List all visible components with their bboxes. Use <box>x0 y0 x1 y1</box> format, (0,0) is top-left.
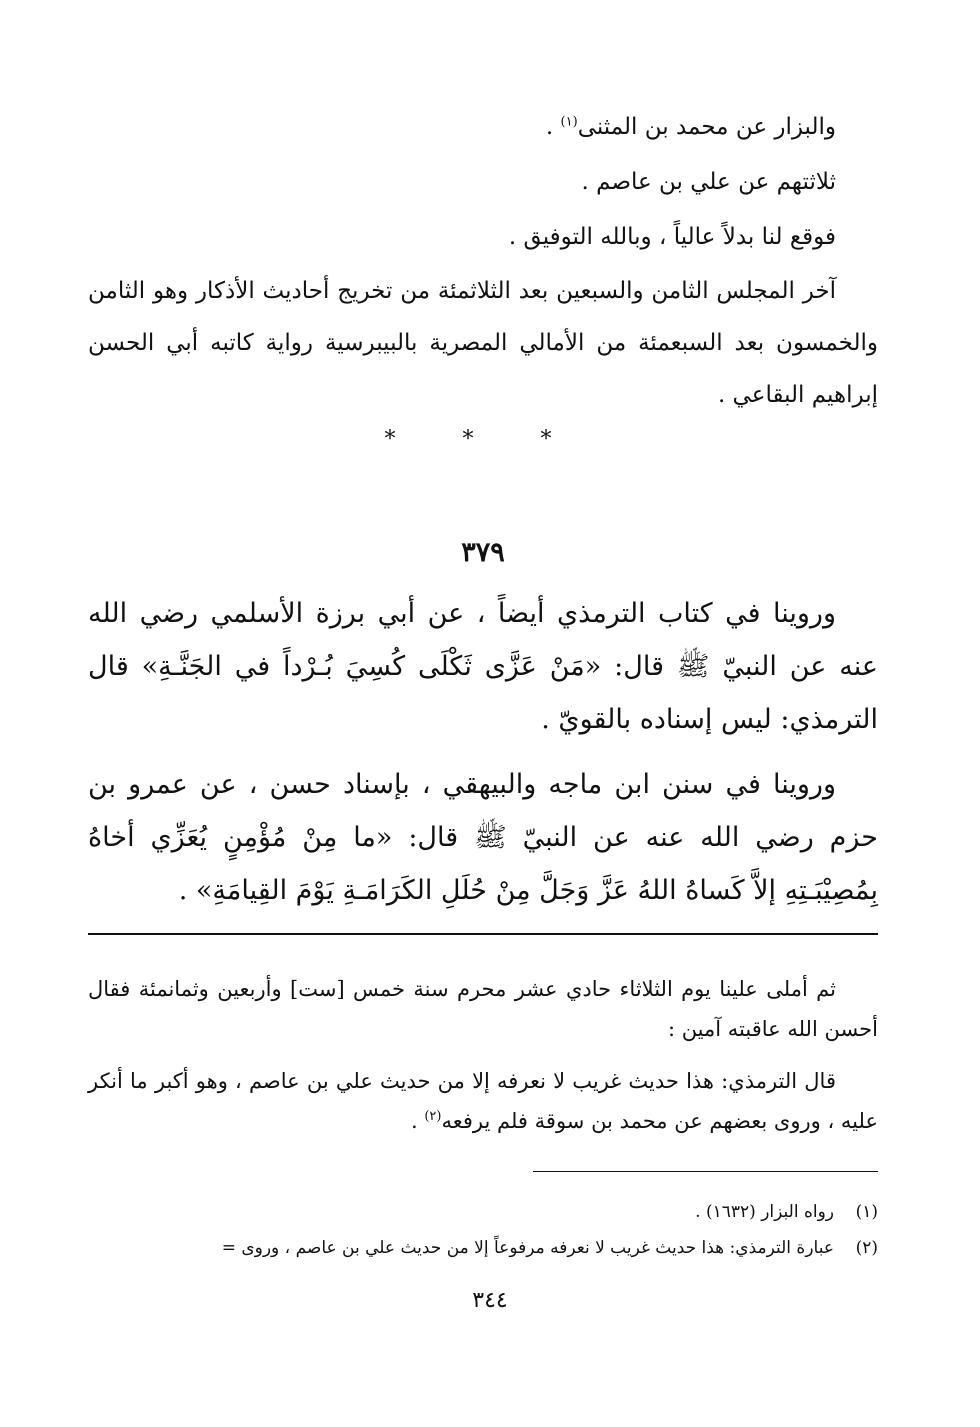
footnote-divider-wrap <box>88 1171 878 1172</box>
footnote-number: (١) <box>855 1202 878 1222</box>
footnote <box>88 1194 878 1230</box>
footnote-number: (٢) <box>855 1238 878 1258</box>
footnote <box>88 1230 878 1266</box>
commentary-end: . <box>410 1109 425 1133</box>
text-line-end: . <box>545 114 561 140</box>
text-line-content: والبزار عن محمد بن المثنى <box>577 114 836 140</box>
footnotes <box>88 1194 878 1266</box>
commentary-paragraph <box>88 1061 878 1141</box>
commentary-section <box>88 969 878 1141</box>
text-line: ثلاثتهم عن علي بن عاصم . <box>581 169 836 195</box>
commentary-paragraph: ثم أملى علينا يوم الثلاثاء حادي عشر محرم سنة خمس [ست] وأربعين وثمانمئة فقال أحسن الله عاقبته آمين : <box>88 977 878 1041</box>
footnote-ref[interactable]: (١) <box>560 114 578 130</box>
commentary-divider <box>88 933 878 935</box>
text-line: فوقع لنا بدلاً عالياً ، وبالله التوفيق . <box>508 224 836 250</box>
previous-session-ending <box>88 100 878 421</box>
commentary-text: قال الترمذي: هذا حديث غريب لا نعرفه إلا من حديث علي بن عاصم ، وهو أكبر ما أنكر عليه ، وروى بعضهم عن محمد بن سوقة فلم يرفعه <box>88 1069 878 1133</box>
hadith-paragraph: وروينا في كتاب الترمذي أيضاً ، عن أبي برزة الأسلمي رضي الله عنه عن النبيّ ﷺ قال: «مَنْ عَزَّى ثَكْلَى كُسِيَ بُـرْداً في الجَنَّـةِ» قال الترمذي: ليس إسناده بالقويّ . <box>88 598 878 735</box>
hadith-paragraph: وروينا في سنن ابن ماجه والبيهقي ، بإسناد حسن ، عن عمرو بن حزم رضي الله عنه عن النبيّ ﷺ قال: «ما مِنْ مُؤْمِنٍ يُعَزِّي أخاهُ بِمُصِيْبَـتِهِ إلاَّ كَساهُ اللهُ عَزَّ وَجَلَّ مِنْ حُلَلِ الكَرَامَـةِ يَوْمَ القِيامَةِ» . <box>88 769 878 906</box>
footnote-ref[interactable]: (٢) <box>424 1109 442 1124</box>
hadith-section <box>88 587 878 917</box>
footnote-text: عبارة الترمذي: هذا حديث غريب لا نعرفه مرفوعاً إلا من حديث علي بن عاصم ، وروى = <box>221 1238 834 1258</box>
footnote-text: رواه البزار (١٦٣٢) . <box>695 1202 834 1222</box>
page-body <box>88 100 878 1266</box>
text-line <box>88 100 878 155</box>
section-number: ٣٧٩ <box>461 537 505 568</box>
page-number: ٣٤٤ <box>472 1288 508 1313</box>
footnote-divider <box>533 1171 878 1172</box>
colophon: آخر المجلس الثامن والسبعين بعد الثلاثمئة من تخريج أحاديث الأذكار وهو الثامن والخمسون بعد السبعمئة من الأمالي المصرية بالبيبرسية رواية كاتبه أبي الحسن إبراهيم البقاعي . <box>88 278 878 408</box>
section-separator: * * * <box>384 427 582 452</box>
